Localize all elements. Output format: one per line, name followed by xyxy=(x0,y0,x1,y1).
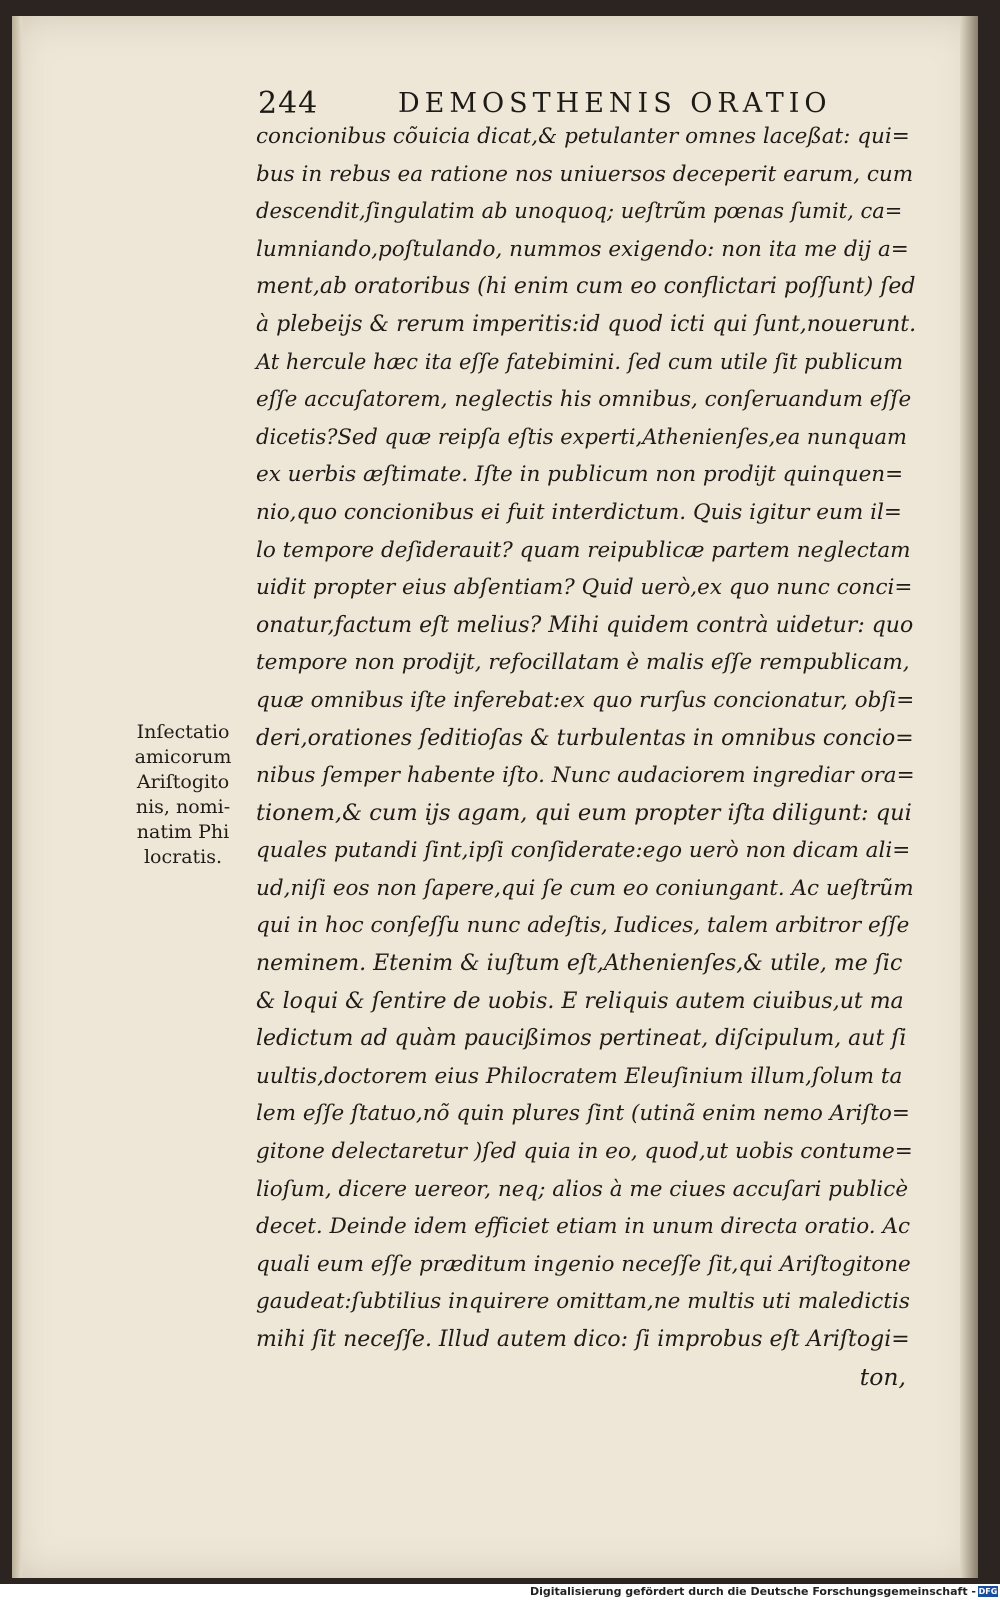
page-number: 244 xyxy=(258,86,319,121)
text-line: descendit,ſingulatim ab unoquoq; ueſtrũm pœnas ſumit, ca= xyxy=(256,199,903,224)
running-title: DEMOSTHENIS ORATIO xyxy=(398,88,832,119)
text-line: gitone delectaretur )ſed quia in eo, quod,ut uobis contume= xyxy=(256,1139,913,1165)
text-line: ex uerbis æſtimate. Iſte in publicum non prodijt quinquen= xyxy=(256,462,904,488)
text-line: At hercule hæc ita eſſe fatebimini. ſed cum utile ſit publicum xyxy=(256,349,904,374)
marginal-note-line: natim Phi xyxy=(136,821,230,843)
text-line: ton, xyxy=(859,1362,906,1391)
text-line: lem eſſe ſtatuo,nõ quin plures ſint (utinã enim nemo Ariſto= xyxy=(256,1101,910,1127)
dfg-logo: DFG xyxy=(978,1587,998,1596)
text-line: gaudeat:ſubtilius inquirere omittam,ne multis uti maledictis xyxy=(256,1289,910,1315)
text-line: uultis,doctorem eius Philocratem Eleuſinium illum,ſolum ta xyxy=(256,1063,903,1089)
marginal-note xyxy=(118,720,248,870)
text-line: ledictum ad quàm paucißimos pertineat, diſcipulum, aut ſi xyxy=(256,1026,907,1052)
text-line: lioſum, dicere uereor, neq; alios à me ciues accuſari publicè xyxy=(256,1176,909,1202)
text-line: & loqui & ſentire de uobis. E reliquis autem ciuibus,ut ma xyxy=(256,988,904,1014)
text-line: decet. Deinde idem efficiet etiam in unum directa oratio. Ac xyxy=(256,1214,911,1240)
marginal-note-line: amicorum xyxy=(134,746,232,768)
text-line: à plebeijs & rerum imperitis:id quod icti qui ſunt,nouerunt. xyxy=(256,311,917,337)
text-line: dicetis?Sed quæ reipſa eſtis experti,Athenienſes,ea nunquam xyxy=(256,424,907,449)
text-line: bus in rebus ea ratione nos uniuersos deceperit earum, cum xyxy=(256,161,914,187)
text-line: quali eum eſſe præditum ingenio neceſſe ſit,qui Ariſtogitone xyxy=(256,1251,911,1277)
text-line: lo tempore deſiderauit? quam reipublicæ partem neglectam xyxy=(256,537,911,563)
text-line: concionibus cõuicia dicat,& petulanter omnes laceßat: qui= xyxy=(256,124,910,149)
text-line: tempore non prodijt, refocillatam è malis eſſe rempublicam, xyxy=(256,650,910,676)
text-line: quæ omnibus iſte inferebat:ex quo rurſus concionatur, obſi= xyxy=(256,687,915,713)
marginal-note-line: Inſectatio xyxy=(136,721,230,743)
text-line: qui in hoc conſeſſu nunc adeſtis, Iudices, talem arbitror eſſe xyxy=(256,913,910,939)
text-line: nibus ſemper habente iſto. Nunc audaciorem ingrediar ora= xyxy=(256,763,915,789)
marginal-note-line: Ariſtogito xyxy=(136,771,230,793)
text-line: onatur,factum eſt melius? Mihi quidem contrà uidetur: quo xyxy=(256,612,914,638)
text-line: ud,niſi eos non ſapere,qui ſe cum eo coniungant. Ac ueſtrũm xyxy=(256,875,914,901)
marginal-note-line: nis, nomi- xyxy=(135,796,231,818)
text-line: tionem,& cum ijs agam, qui eum propter iſta diligunt: qui xyxy=(256,799,912,826)
footer-credit: Digitalisierung gefördert durch die Deutsche Forschungsgemeinschaft - xyxy=(529,1585,976,1598)
digitization-footer xyxy=(0,1584,1000,1600)
text-line: deri,orationes ſeditioſas & turbulentas in omnibus concio= xyxy=(256,725,914,751)
text-line: uidit propter eius abſentiam? Quid uerò,ex quo nunc conci= xyxy=(256,575,913,601)
text-line: quales putandi ſint,ipſi conſiderate:ego uerò non dicam ali= xyxy=(256,838,911,864)
text-line: eſſe accuſatorem, neglectis his omnibus, conſeruandum eſſe xyxy=(256,387,912,413)
text-line: neminem. Etenim & iuſtum eſt,Athenienſes,& utile, me ſic xyxy=(256,951,903,977)
text-line: ment,ab oratoribus (hi enim cum eo conflictari poſſunt) ſed xyxy=(256,274,916,300)
text-line: nio,quo concionibus ei fuit interdictum. Quis igitur eum il= xyxy=(256,499,902,525)
body-text xyxy=(256,118,916,1396)
text-line: lumniando,poſtulando, nummos exigendo: non ita me dij a= xyxy=(256,236,909,262)
page-edge xyxy=(960,16,978,1578)
text-line: mihi ſit neceſſe. Illud autem dico: ſi improbus eſt Ariſtogi= xyxy=(256,1327,910,1352)
page-gutter xyxy=(12,16,22,1578)
marginal-note-line: locratis. xyxy=(143,846,223,868)
